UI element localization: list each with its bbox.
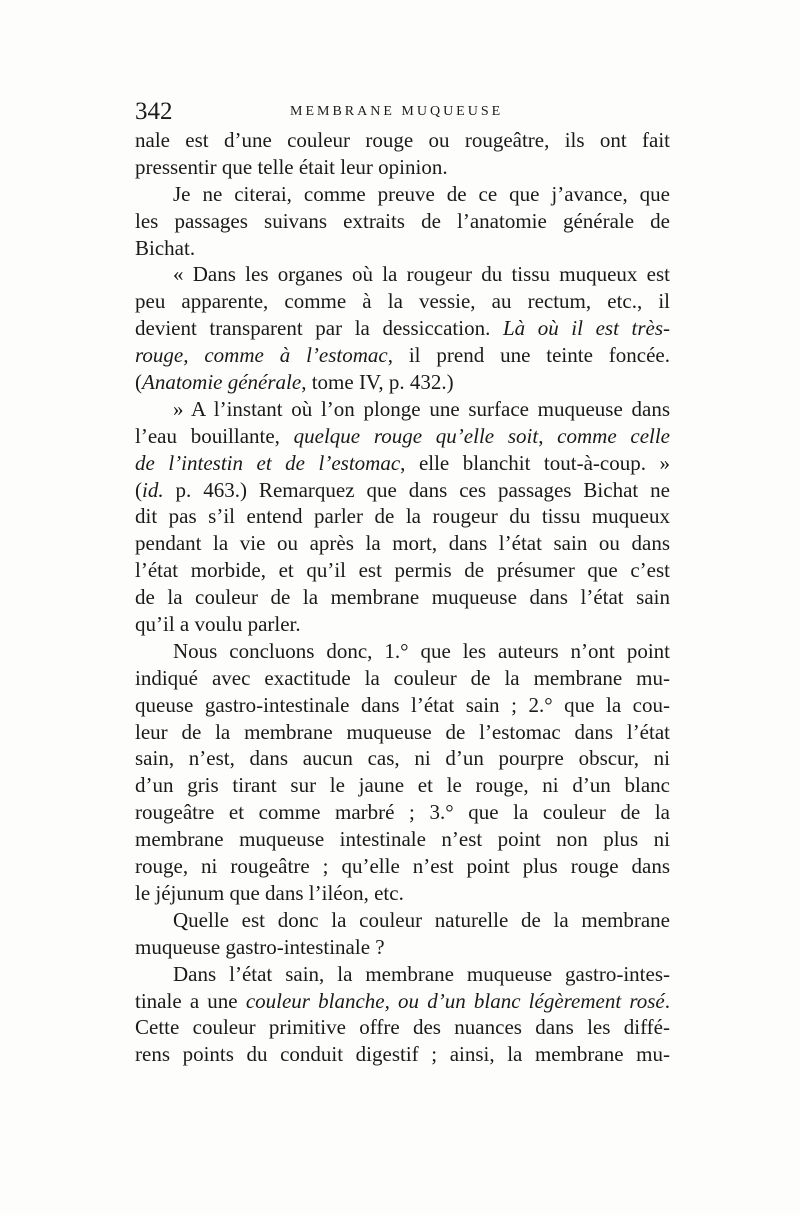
text-line (135, 423, 670, 450)
italic-text-run: quelque rouge qu’elle soit (293, 423, 539, 448)
text-run: le jéjunum que dans l’iléon, etc. (135, 880, 404, 905)
text-run: Bichat. (135, 235, 196, 260)
text-run: rens points du conduit digestif ; ainsi, la membrane mu- (135, 1042, 670, 1067)
body-text (135, 127, 670, 1068)
text-run: « Dans les organes où la rougeur du tissu muqueux est (173, 262, 670, 287)
text-line (135, 719, 670, 746)
text-run: qu’il a voulu parler. (135, 612, 301, 637)
text-run: rougeâtre et comme marbré ; 3.° que la couleur de la (135, 800, 670, 825)
text-line (135, 208, 670, 235)
text-line (135, 261, 670, 288)
text-run: d’un gris tirant sur le jaune et le rouge, ni d’un blanc (135, 773, 670, 798)
text-line (135, 154, 670, 181)
text-run: ( (135, 477, 142, 502)
text-run: membrane muqueuse intestinale n’est point non plus ni (135, 827, 670, 852)
text-line (135, 826, 670, 853)
text-line (135, 1014, 670, 1041)
text-run: Je ne citerai, comme preuve de ce que j’avance, que (173, 181, 670, 206)
text-run: de la couleur de la membrane muqueuse dans l’état sain (135, 585, 670, 610)
text-line (135, 315, 670, 342)
italic-text-run: Là où il est très- (502, 316, 670, 341)
text-line (135, 288, 670, 315)
text-run: peu apparente, comme à la vessie, au rectum, etc., il (135, 289, 670, 314)
text-line (135, 961, 670, 988)
text-line (135, 584, 670, 611)
text-run: devient transparent par la dessiccation. (135, 316, 503, 341)
text-line (135, 127, 670, 154)
italic-text-run: couleur blanche, ou d’un blanc légèrement rosé (245, 988, 665, 1013)
text-line (135, 557, 670, 584)
text-run: l’eau bouillante, (135, 423, 294, 448)
text-line (135, 665, 670, 692)
text-run: tinale a une (135, 988, 246, 1013)
text-line (135, 369, 670, 396)
italic-text-run: comme celle (557, 423, 671, 448)
text-run: pressentir que telle était leur opinion. (135, 154, 448, 179)
text-line (135, 692, 670, 719)
text-run: Dans l’état sain, la membrane muqueuse gastro-intes- (173, 961, 670, 986)
text-line (135, 853, 670, 880)
text-run: , elle blanchit tout-à-coup. » (400, 450, 670, 475)
page-number: 342 (135, 98, 173, 125)
text-run: Quelle est donc la couleur naturelle de la membrane (173, 907, 670, 932)
text-line (135, 611, 670, 638)
text-run: rouge, ni rougeâtre ; qu’elle n’est point plus rouge dans (135, 854, 670, 879)
text-run: indiqué avec exactitude la couleur de la membrane mu- (135, 665, 670, 690)
text-line (135, 503, 670, 530)
text-line (135, 772, 670, 799)
italic-text-run: Anatomie générale (142, 370, 302, 395)
text-run: pendant la vie ou après la mort, dans l’état sain ou dans (135, 531, 670, 556)
text-line (135, 396, 670, 423)
running-head: MEMBRANE MUQUEUSE (290, 104, 504, 119)
text-line (135, 799, 670, 826)
italic-text-run: id. (142, 477, 164, 502)
text-run: queuse gastro-intestinale dans l’état sain ; 2.° que la cou- (135, 692, 670, 717)
text-line (135, 342, 670, 369)
text-line (135, 235, 670, 262)
text-line (135, 745, 670, 772)
text-run: . (664, 988, 671, 1013)
text-run: , (538, 423, 558, 448)
text-run: , tome IV, p. 432.) (301, 370, 454, 395)
text-run: les passages suivans extraits de l’anatomie générale de (135, 208, 670, 233)
text-run: p. 463.) Remarquez que dans ces passages Bichat ne (163, 477, 670, 502)
text-line (135, 907, 670, 934)
text-run: l’état morbide, et qu’il est permis de présumer que c’est (135, 558, 670, 583)
text-line (135, 530, 670, 557)
text-line (135, 934, 670, 961)
text-line (135, 638, 670, 665)
text-line (135, 181, 670, 208)
page-header (135, 98, 670, 128)
text-line (135, 988, 670, 1015)
text-run: , il prend une teinte foncée. (387, 343, 671, 368)
text-line (135, 1041, 670, 1068)
text-line (135, 477, 670, 504)
text-run: Cette couleur primitive offre des nuances dans les diffé- (135, 1015, 670, 1040)
text-run: ( (135, 370, 142, 395)
text-run: nale est d’une couleur rouge ou rougeâtre, ils ont fait (135, 128, 670, 152)
text-line (135, 880, 670, 907)
text-run: Nous concluons donc, 1.° que les auteurs n’ont point (173, 638, 670, 663)
text-run: sain, n’est, dans aucun cas, ni d’un pourpre obscur, ni (135, 746, 670, 771)
italic-text-run: de l’intestin et de l’estomac (135, 450, 401, 475)
text-run: » A l’instant où l’on plonge une surface muqueuse dans (173, 396, 670, 421)
text-line (135, 450, 670, 477)
text-run: dit pas s’il entend parler de la rougeur du tissu muqueux (135, 504, 670, 529)
text-run: leur de la membrane muqueuse de l’estomac dans l’état (135, 719, 670, 744)
italic-text-run: rouge, comme à l’estomac (135, 343, 388, 368)
text-run: muqueuse gastro-intestinale ? (135, 934, 385, 959)
